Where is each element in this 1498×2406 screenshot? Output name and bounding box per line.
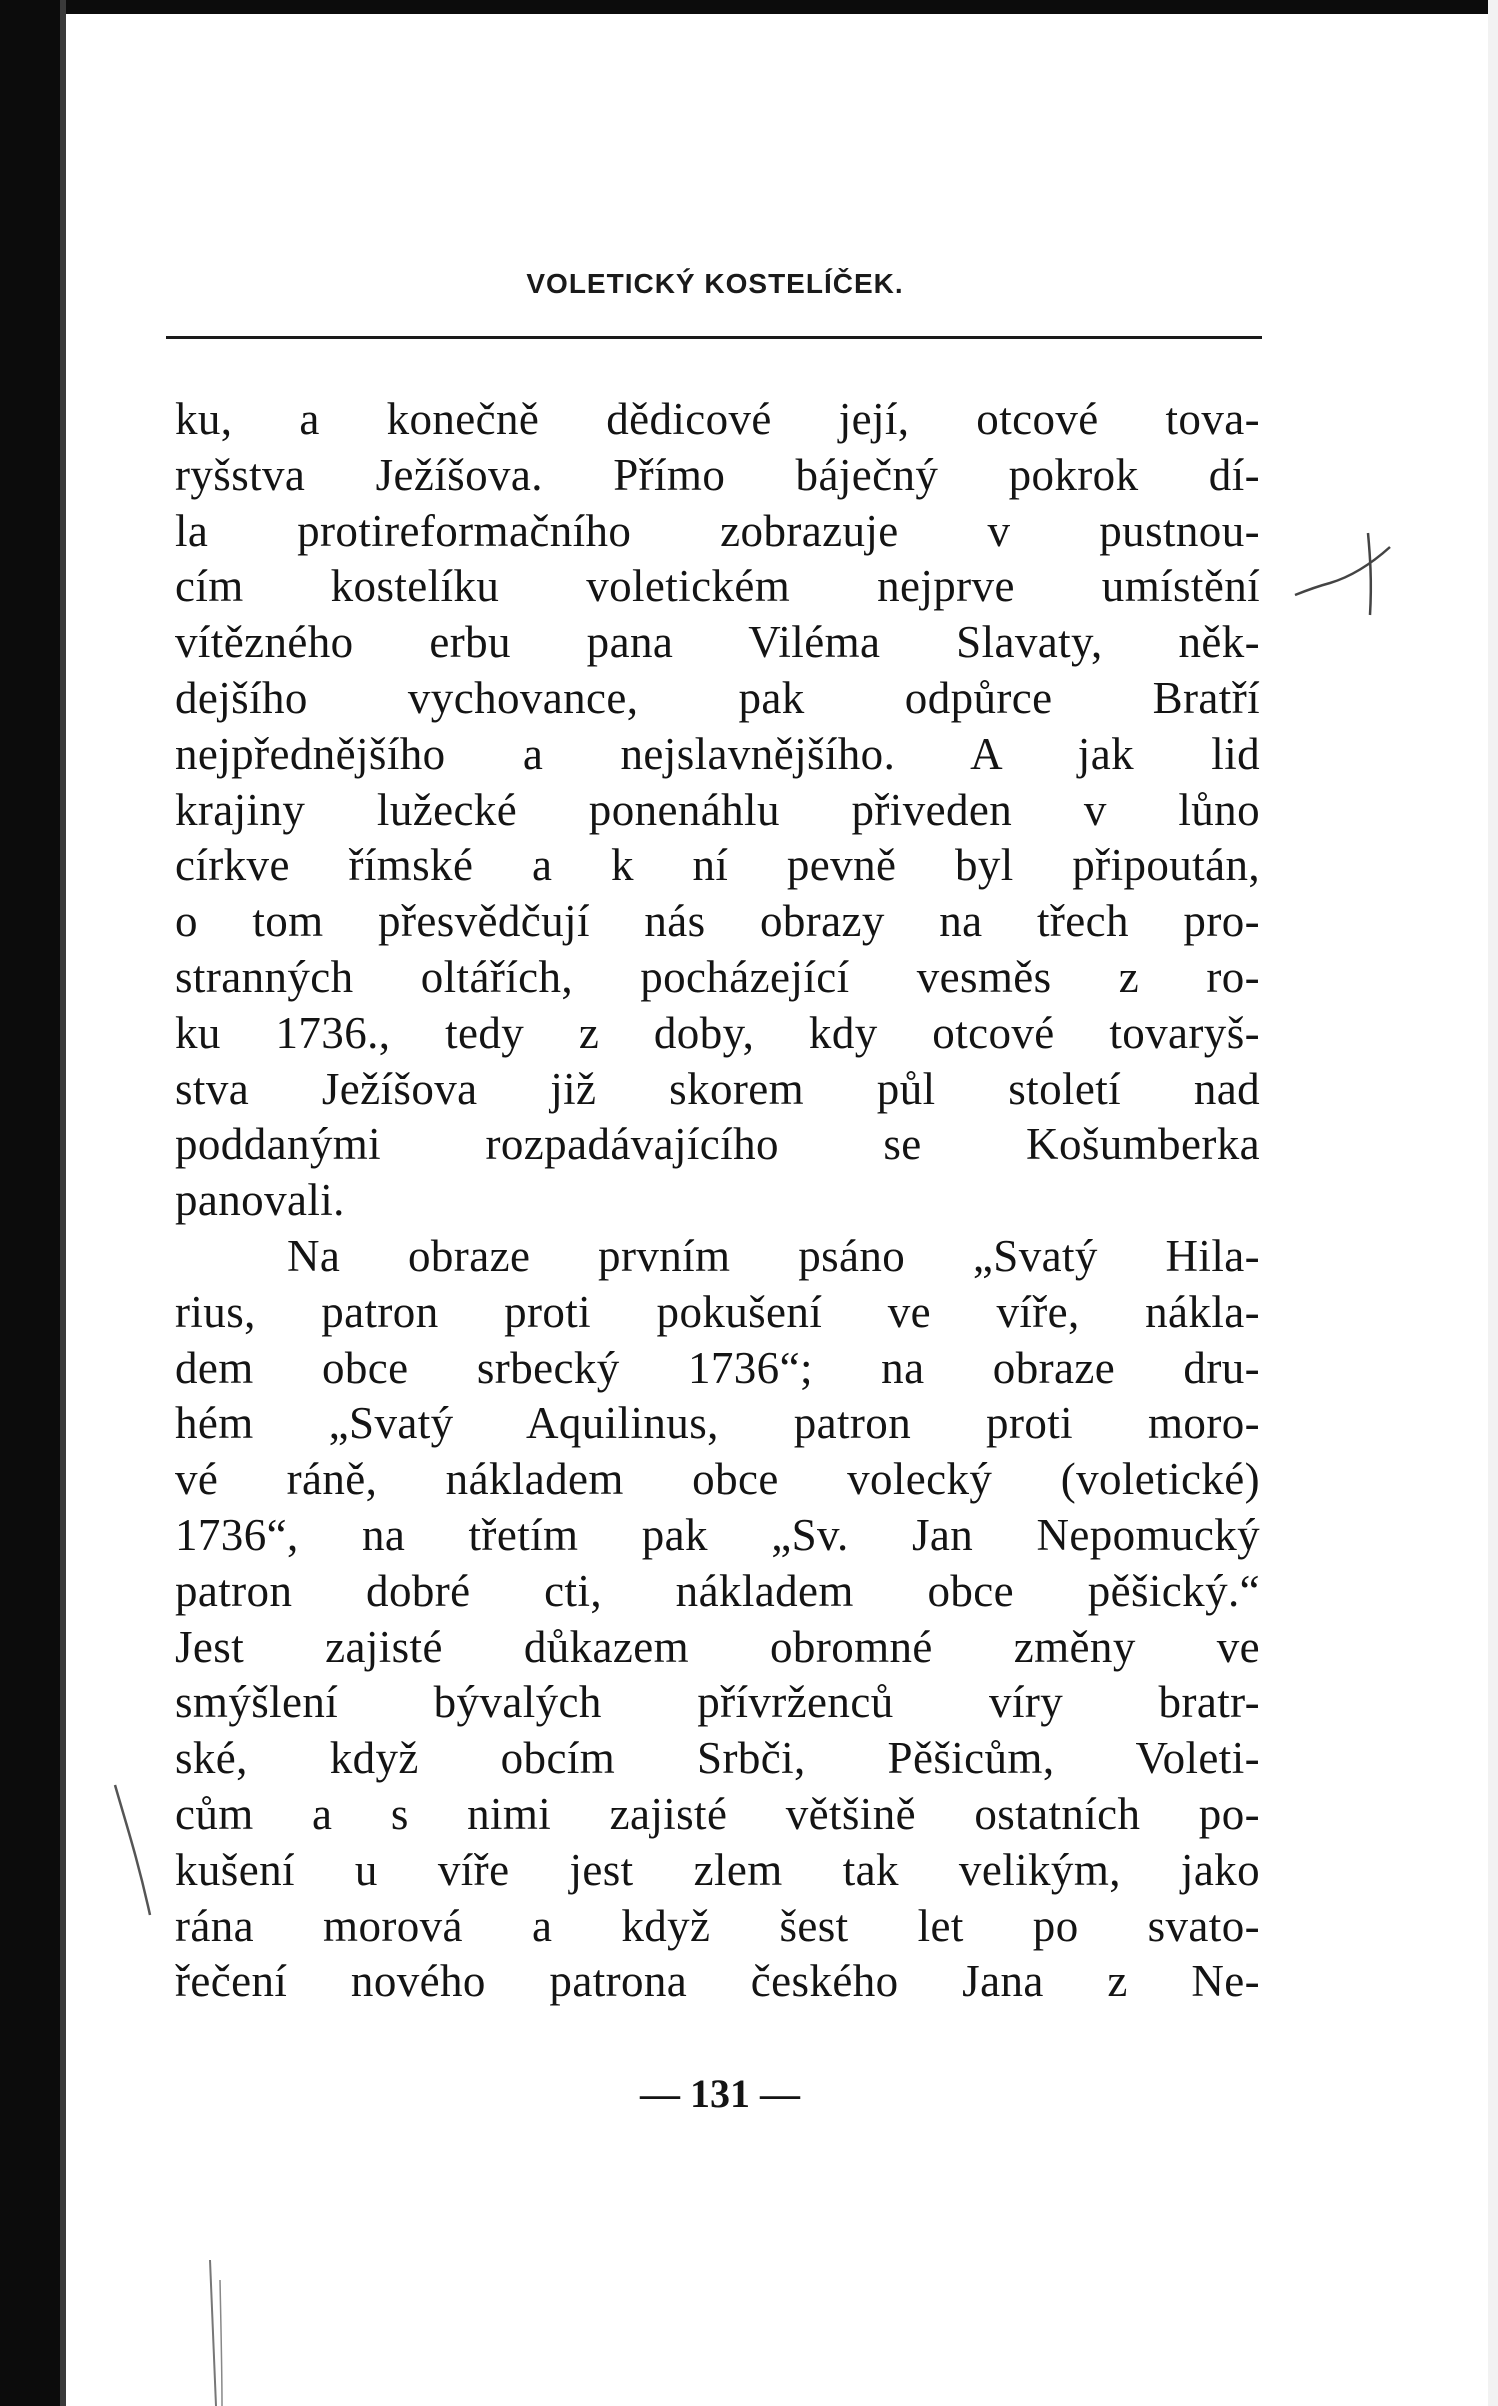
text-line: smýšlení bývalých přívrženců víry bratr-: [175, 1677, 1260, 1728]
text-line: panovali.: [175, 1175, 345, 1226]
text-line: ku, a konečně dědicové její, otcové tova-: [175, 394, 1260, 444]
body-text: [175, 392, 1260, 2010]
text-line: 1736“, na třetím pak „Sv. Jan Nepomucký: [175, 1509, 1260, 1560]
text-line: krajiny lužecké ponenáhlu přiveden v lůno: [175, 784, 1260, 835]
text-line: rius, patron proti pokušení ve víře, nákla-: [175, 1286, 1260, 1337]
text-line: o tom přesvědčují nás obrazy na třech pro-: [175, 896, 1260, 947]
text-line: kušení u víře jest zlem tak velikým, jako: [175, 1844, 1260, 1895]
text-line: řečení nového patrona českého Jana z Ne-: [175, 1956, 1260, 2007]
scan-border-right: [1488, 0, 1498, 2406]
text-line: poddanými rozpadávajícího se Košumberka: [175, 1119, 1260, 1170]
text-line: církve římské a k ní pevně byl připoután,: [175, 840, 1260, 891]
scan-border-top: [0, 0, 1498, 14]
pencil-bottom-mark-icon: [200, 2260, 230, 2406]
text-line: hém „Svatý Aquilinus, patron proti moro-: [175, 1398, 1260, 1449]
header-rule: [166, 336, 1262, 339]
text-line: dejšího vychovance, pak odpůrce Bratří: [175, 672, 1260, 723]
text-line: ské, když obcím Srbči, Pěšicům, Voleti-: [175, 1733, 1260, 1784]
text-line: ryšstva Ježíšova. Přímo báječný pokrok dí-: [175, 449, 1260, 500]
text-line: cům a s nimi zajisté většině ostatních po-: [175, 1788, 1260, 1839]
text-line: rána morová a když šest let po svato-: [175, 1900, 1260, 1951]
scan-border-left: [0, 0, 60, 2406]
pencil-margin-mark-icon: [110, 1780, 170, 1920]
text-line: ku 1736., tedy z doby, kdy otcové tovaryš-: [175, 1007, 1260, 1058]
pencil-cross-mark-icon: [1290, 525, 1410, 645]
text-line: nejpřednějšího a nejslavnějšího. A jak lid: [175, 728, 1260, 779]
text-line: vítězného erbu pana Viléma Slavaty, něk-: [175, 617, 1260, 668]
running-head: VOLETICKÝ KOSTELÍČEK.: [526, 268, 904, 299]
text-line: vé ráně, nákladem obce volecký (voletické): [175, 1454, 1260, 1505]
text-line: la protireformačního zobrazuje v pustnou-: [175, 505, 1260, 556]
text-line: stranných oltářích, pocházející vesměs z ro-: [175, 951, 1260, 1002]
text-line: Jest zajisté důkazem obromné změny ve: [175, 1621, 1260, 1672]
text-line: patron dobré cti, nákladem obce pěšický.“: [175, 1565, 1260, 1616]
page-number: — 131 —: [640, 2071, 800, 2116]
text-line: Na obraze prvním psáno „Svatý Hila-: [287, 1230, 1260, 1281]
text-line: cím kostelíku voletickém nejprve umístění: [175, 561, 1260, 612]
text-line: dem obce srbecký 1736“; na obraze dru-: [175, 1342, 1260, 1393]
text-line: stva Ježíšova již skorem půl století nad: [175, 1063, 1260, 1114]
